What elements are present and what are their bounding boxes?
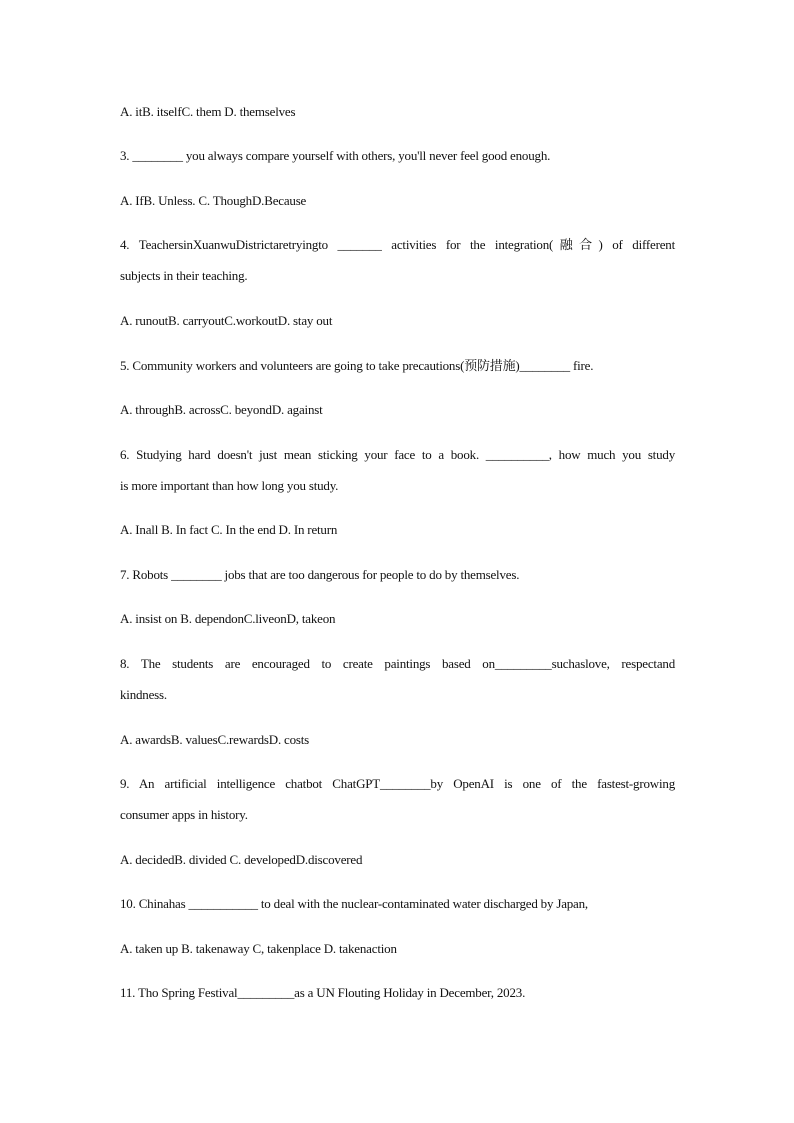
question-5: 5. Community workers and volunteers are going to take precautions(预防措施)________ fire. [120, 358, 594, 373]
options-line-q10: A. taken up B. takenaway C, takenplace D. takenaction [120, 941, 397, 956]
question-3: 3. ________ you always compare yourself with others, you'll never feel good enough. [120, 148, 551, 163]
question-7: 7. Robots ________ jobs that are too dangerous for people to do by themselves. [120, 567, 520, 582]
question-8-line-2: kindness. [120, 687, 167, 702]
options-line-q9: A. decidedB. divided C. developedD.discovered [120, 852, 363, 867]
options-line-q6: A. Inall B. In fact C. In the end D. In return [120, 522, 338, 537]
options-line-q5: A. throughB. acrossC. beyondD. against [120, 402, 323, 417]
question-10: 10. Chinahas ___________ to deal with the nuclear-contaminated water discharged by Japan, [120, 896, 588, 911]
question-11: 11. Tho Spring Festival_________as a UN Flouting Holiday in December, 2023. [120, 985, 526, 1000]
options-line-q7: A. insist on B. dependonC.liveonD, takeon [120, 611, 336, 626]
options-line-q3: A. IfB. Unless. C. ThoughD.Because [120, 193, 307, 208]
question-9-line-2: consumer apps in history. [120, 807, 248, 822]
question-9-line-1: 9. An artificial intelligence chatbot ChatGPT________by OpenAI is one of the fastest-growing [120, 776, 675, 791]
options-line-q8: A. awardsB. valuesC.rewardsD. costs [120, 732, 310, 747]
question-4-line-2: subjects in their teaching. [120, 268, 248, 283]
options-line-q2: A. itB. itselfC. them D. themselves [120, 104, 296, 119]
question-8-line-1: 8. The students are encouraged to create paintings based on_________suchaslove, respectand [120, 656, 675, 671]
options-line-q4: A. runoutB. carryoutC.workoutD. stay out [120, 313, 333, 328]
question-6-line-1: 6. Studying hard doesn't just mean sticking your face to a book. __________, how much you study [120, 447, 675, 462]
question-6-line-2: is more important than how long you study. [120, 478, 339, 493]
question-4-line-1: 4. TeachersinXuanwuDistrictaretryingto _______ activities for the integration(融合) of different [120, 237, 675, 252]
